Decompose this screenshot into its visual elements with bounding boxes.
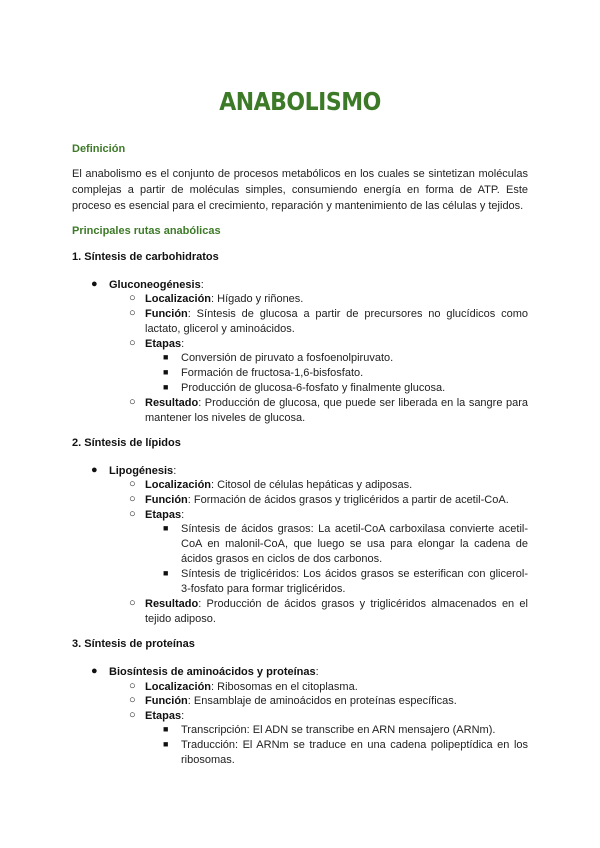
label-etapas: Etapas	[145, 338, 182, 350]
section-2-heading: 2. Síntesis de lípidos	[72, 437, 181, 449]
bullet-circle: ○	[129, 597, 136, 609]
etapa-item: Transcripción: El ADN se transcribe en ARN mensajero (ARNm).	[181, 724, 496, 736]
etapa-item: Formación de fructosa-1,6-bisfosfato.	[181, 367, 364, 379]
bullet-circle: ○	[129, 292, 136, 304]
bullet-square: ■	[163, 352, 169, 362]
definicion-heading: Definición	[72, 143, 126, 155]
colon: :	[181, 338, 185, 350]
etapa-item: Producción de glucosa-6-fosfato y finalmente glucosa.	[181, 382, 446, 394]
section-3-heading: 3. Síntesis de proteínas	[72, 638, 195, 650]
bullet-circle: ○	[129, 337, 136, 349]
bullet-square: ■	[163, 724, 169, 734]
bullet-circle: ○	[129, 307, 136, 319]
section-1-heading: 1. Síntesis de carbohidratos	[72, 251, 219, 263]
bullet-square: ■	[163, 568, 169, 578]
list-item	[109, 665, 319, 680]
rutas-heading: Principales rutas anabólicas	[72, 225, 221, 237]
text-funcion: : Síntesis de glucosa a partir de precursores no glucídicos como lactato, glicerol y aminoácidos.	[145, 308, 528, 335]
list-item	[145, 478, 528, 493]
label-etapas: Etapas	[145, 509, 182, 521]
item-label: Gluconeogénesis	[109, 279, 201, 291]
text-resultado: : Producción de glucosa, que puede ser liberada en la sangre para mantener los niveles de glucosa.	[145, 397, 528, 424]
bullet-circle: ○	[129, 694, 136, 706]
bullet-circle: ○	[129, 709, 136, 721]
list-item	[109, 464, 176, 479]
item-label: Biosíntesis de aminoácidos y proteínas	[109, 666, 316, 678]
label-funcion: Función	[145, 308, 188, 320]
bullet-disc: ●	[91, 665, 98, 677]
label-resultado: Resultado	[145, 598, 199, 610]
list-item	[109, 278, 204, 293]
colon: :	[200, 279, 204, 291]
bullet-square: ■	[163, 739, 169, 749]
text-localizacion: : Hígado y riñones.	[211, 293, 304, 305]
list-item	[145, 396, 528, 426]
text-localizacion: : Citosol de células hepáticas y adiposas.	[211, 479, 413, 491]
text-localizacion: : Ribosomas en el citoplasma.	[211, 681, 358, 693]
etapa-item: Síntesis de triglicéridos: Los ácidos grasos se esterifican con glicerol-3-fosfato para formar triglicéridos.	[181, 568, 528, 595]
list-item	[145, 337, 184, 352]
list-item	[145, 597, 528, 627]
label-resultado: Resultado	[145, 397, 199, 409]
label-funcion: Función	[145, 695, 188, 707]
text-funcion: : Formación de ácidos grasos y triglicéridos a partir de acetil-CoA.	[187, 494, 509, 506]
label-funcion: Función	[145, 494, 188, 506]
bullet-circle: ○	[129, 478, 136, 490]
bullet-square: ■	[163, 382, 169, 392]
definicion-text: El anabolismo es el conjunto de procesos metabólicos en los cuales se sintetizan moléculas complejas a partir de moléculas simples, consumiendo energía en forma de ATP. Este proceso es esencial para el crecimiento, reparación y mantenimiento de las células y tejidos.	[72, 168, 528, 212]
colon: :	[181, 710, 185, 722]
colon: :	[181, 509, 185, 521]
item-label: Lipogénesis	[109, 465, 174, 477]
list-item	[145, 292, 528, 307]
bullet-circle: ○	[129, 396, 136, 408]
list-item	[145, 307, 528, 337]
page-title: ANABOLISMO	[219, 88, 381, 117]
colon: :	[173, 465, 177, 477]
etapa-item: Conversión de piruvato a fosfoenolpiruvato.	[181, 352, 394, 364]
text-funcion: : Ensamblaje de aminoácidos en proteínas específicas.	[187, 695, 457, 707]
colon: :	[315, 666, 319, 678]
etapa-item: Traducción: El ARNm se traduce en una cadena polipeptídica en los ribosomas.	[181, 739, 528, 766]
bullet-square: ■	[163, 367, 169, 377]
bullet-disc: ●	[91, 278, 98, 290]
list-item	[145, 508, 184, 523]
list-item	[145, 694, 528, 709]
list-item	[145, 493, 528, 508]
label-localizacion: Localización	[145, 681, 212, 693]
bullet-circle: ○	[129, 493, 136, 505]
label-etapas: Etapas	[145, 710, 182, 722]
bullet-circle: ○	[129, 680, 136, 692]
bullet-disc: ●	[91, 464, 98, 476]
bullet-circle: ○	[129, 508, 136, 520]
list-item	[145, 680, 528, 695]
bullet-square: ■	[163, 523, 169, 533]
text-resultado: : Producción de ácidos grasos y triglicéridos almacenados en el tejido adiposo.	[145, 598, 528, 625]
etapa-item: Síntesis de ácidos grasos: La acetil-CoA carboxilasa convierte acetil-CoA en malonil-CoA, que luego se usa para elongar la cadena de ácidos grasos en ciclos de dos carbonos.	[181, 523, 528, 565]
label-localizacion: Localización	[145, 293, 212, 305]
label-localizacion: Localización	[145, 479, 212, 491]
list-item	[145, 709, 184, 724]
